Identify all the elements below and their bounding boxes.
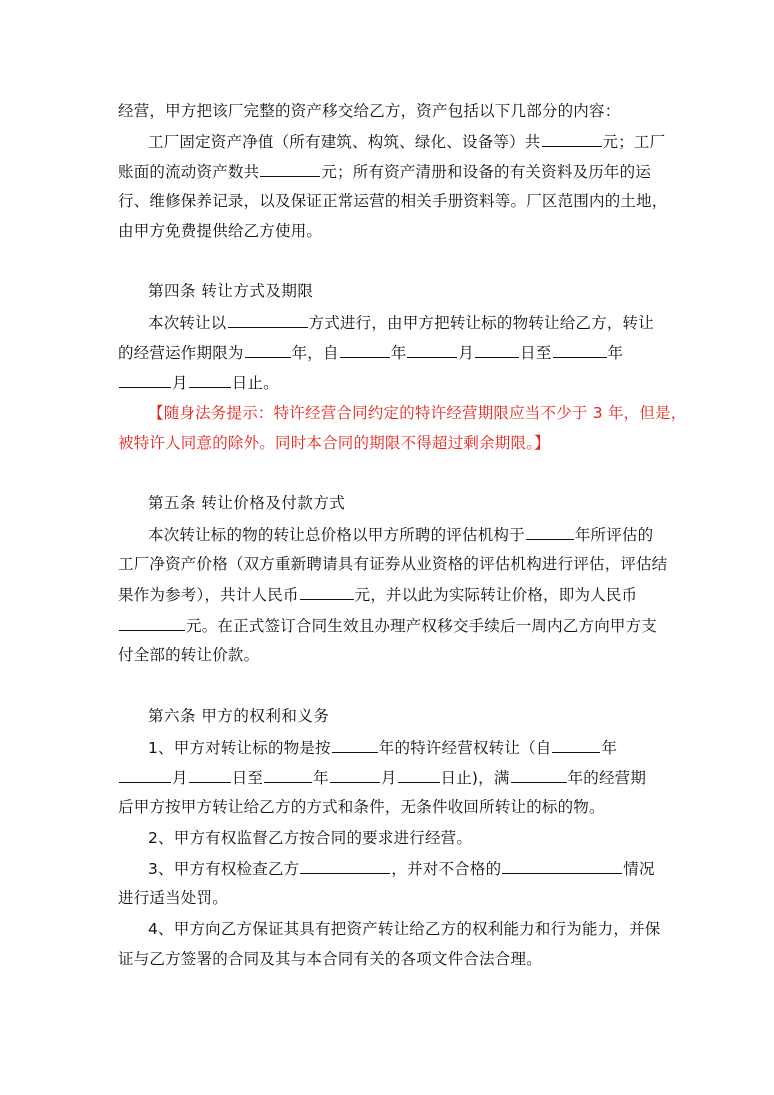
franchise-years-blank[interactable] (332, 737, 378, 753)
article-5-line-3: 果作为参考），共计人民币 元，并以此为实际转让价格，即为人民币 (118, 586, 638, 604)
article-4-line-2: 的经营运作期限为 年，自 年 月 日至 年 (118, 344, 624, 362)
article-5-line-2: 工厂净资产价格（双方重新聘请具有证券从业资格的评估机构进行评估，评估结 (118, 555, 668, 573)
legal-tip-line-2: 被特许人同意的除外。同时本合同的期限不得超过剩余期限。】 (118, 434, 550, 452)
inspection-item-blank[interactable] (300, 858, 390, 874)
franchise-end-year-blank[interactable] (264, 767, 312, 783)
article-6-item-4-line-2: 证与乙方签署的合同及其与本合同有关的各项文件合法合理。 (118, 950, 542, 968)
franchise-start-day-blank[interactable] (189, 767, 231, 783)
intro-line: 经营，甲方把该厂完整的资产移交给乙方，资产包括以下几部分的内容： (118, 102, 621, 120)
franchise-end-month-blank[interactable] (330, 767, 380, 783)
article-5-line-1: 本次转让标的物的转让总价格以甲方所聘的评估机构于 年所评估的 (148, 526, 654, 544)
article-6-item-4-line-1: 4、甲方向乙方保证其具有把资产转让给乙方的权利能力和行为能力，并保 (148, 920, 661, 938)
article-6-item-1-line-1: 1、甲方对转让标的物是按 年的特许经营权转让（自 年 (148, 739, 618, 757)
start-day-blank[interactable] (475, 342, 519, 358)
article-6-item-2: 2、甲方有权监督乙方按合同的要求进行经营。 (148, 829, 473, 847)
end-month-blank[interactable] (119, 372, 171, 388)
assets-line-2: 账面的流动资产数共 元；所有资产清册和设备的有关资料及历年的运 (118, 163, 652, 181)
start-year-blank[interactable] (340, 342, 390, 358)
assets-line-1: 工厂固定资产净值（所有建筑、构筑、绿化、设备等）共 元；工厂 (148, 133, 666, 151)
article-6-item-3-line-1: 3、甲方有权检查乙方 ，并对不合格的 情况 (148, 860, 655, 878)
article-4-line-1: 本次转让以 方式进行，由甲方把转让标的物转让给乙方，转让 (148, 314, 654, 332)
franchise-end-day-blank[interactable] (398, 767, 440, 783)
assets-line-4: 由甲方免费提供给乙方使用。 (118, 222, 323, 240)
article-5-heading: 第五条 转让价格及付款方式 (148, 494, 346, 512)
nonconformity-blank[interactable] (502, 858, 622, 874)
article-6-item-1-line-2: 月 日至 年 月 日止)，满 年的经营期 (118, 767, 646, 788)
article-4-line-3: 月 日止。 (118, 372, 279, 393)
end-day-blank[interactable] (189, 372, 231, 388)
operating-years-blank[interactable] (511, 767, 567, 783)
transfer-method-blank[interactable] (228, 312, 308, 328)
article-6-heading: 第六条 甲方的权利和义务 (148, 707, 330, 725)
article-5-line-5: 付全部的转让价款。 (118, 646, 260, 664)
article-6-item-3-line-2: 进行适当处罚。 (118, 889, 228, 907)
article-4-heading: 第四条 转让方式及期限 (148, 282, 314, 300)
fixed-assets-blank[interactable] (542, 131, 602, 147)
article-6-item-1-line-3: 后甲方按甲方转让给乙方的方式和条件，无条件收回所转让的标的物。 (118, 798, 605, 816)
franchise-start-year-blank[interactable] (552, 737, 600, 753)
term-years-blank[interactable] (245, 342, 291, 358)
assets-line-3: 行、维修保养记录，以及保证正常运营的相关手册资料等。厂区范围内的土地， (118, 192, 668, 210)
franchise-start-month-blank[interactable] (119, 767, 171, 783)
price-rmb-blank[interactable] (119, 615, 185, 631)
appraisal-year-blank[interactable] (526, 524, 574, 540)
end-year-blank[interactable] (553, 342, 607, 358)
start-month-blank[interactable] (407, 342, 457, 358)
article-5-line-4: 元。在正式签订合同生效且办理产权移交手续后一周内乙方向甲方支 (118, 615, 657, 636)
legal-tip-line-1: 【随身法务提示：特许经营合同约定的特许经营期限应当不少于 3 年，但是， (148, 404, 687, 422)
total-price-blank[interactable] (300, 584, 354, 600)
current-assets-blank[interactable] (260, 161, 320, 177)
